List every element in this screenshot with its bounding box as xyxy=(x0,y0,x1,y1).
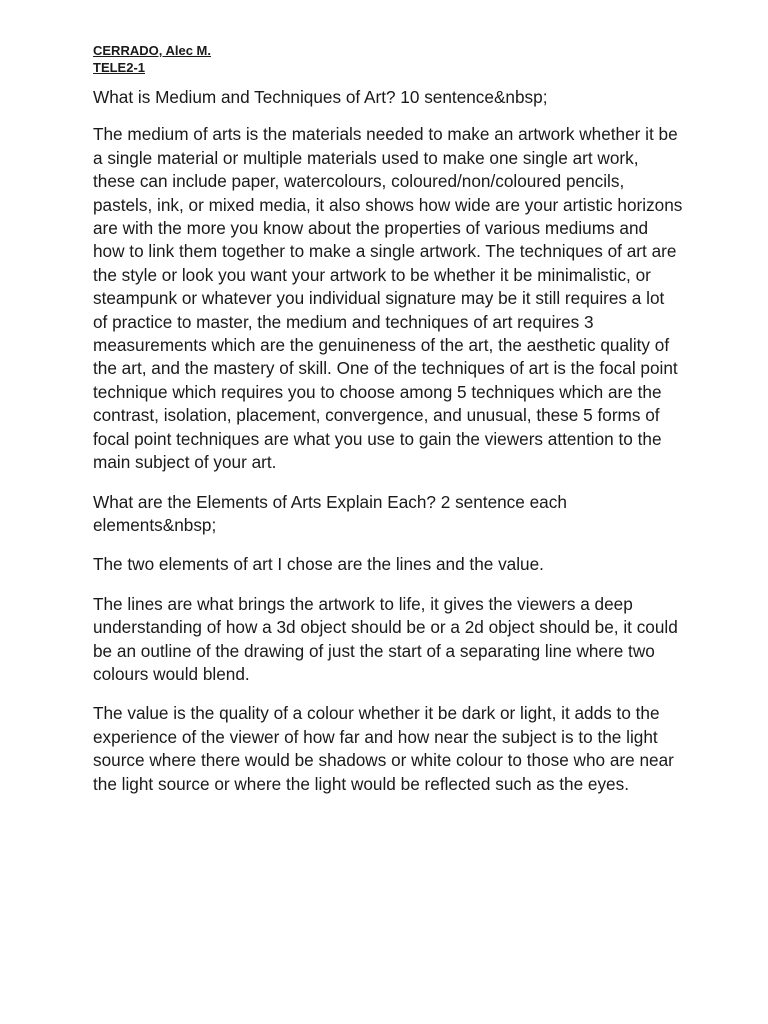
answer-lines-paragraph: The lines are what brings the artwork to life, it gives the viewers a deep understanding of how a 3d object should be or a 2d object should be, it could be an outline of the drawing of just the start of a separating line where two colours would blend. xyxy=(93,593,678,684)
question-elements-of-art: What are the Elements of Arts Explain Each? 2 sentence each elements&nbsp; xyxy=(93,491,567,535)
student-section: TELE2-1 xyxy=(93,60,146,75)
answer-medium-techniques: The medium of arts is the materials needed to make an artwork whether it be a single material or multiple materials used to make one single art work, these can include paper, watercolours, coloured/non/coloured pencils, pastels, ink, or mixed media, it also shows how wide are your artistic horizons are with the more you know about the properties of various mediums and how to link them together to make a single artwork. The techniques of art are the style or look you want your artwork to be whether it be minimalistic, or steampunk or whatever you individual signature may be it still requires a lot of practice to master, the medium and techniques of art requires 3 measurements which are the genuineness of the art, the aesthetic quality of the art, and the mastery of skill. One of the techniques of art is the focal point technique which requires you to choose among 5 techniques which are the contrast, isolation, placement, convergence, and unusual, these 5 forms of focal point techniques are what you use to gain the viewers attention to the main subject of your art. xyxy=(93,124,683,473)
student-name: CERRADO, Alec M. xyxy=(93,43,211,58)
answer-elements-intro: The two elements of art I chose are the lines and the value. xyxy=(93,554,544,575)
answer-value-paragraph: The value is the quality of a colour whether it be dark or light, it adds to the experience of the viewer of how far and how near the subject is to the light source where there would be shadows or white colour to those who are near the light source or where the light would be reflected such as the eyes. xyxy=(93,703,674,794)
document-content xyxy=(93,42,683,796)
question-medium-techniques: What is Medium and Techniques of Art? 10 sentence&nbsp; xyxy=(93,87,548,107)
